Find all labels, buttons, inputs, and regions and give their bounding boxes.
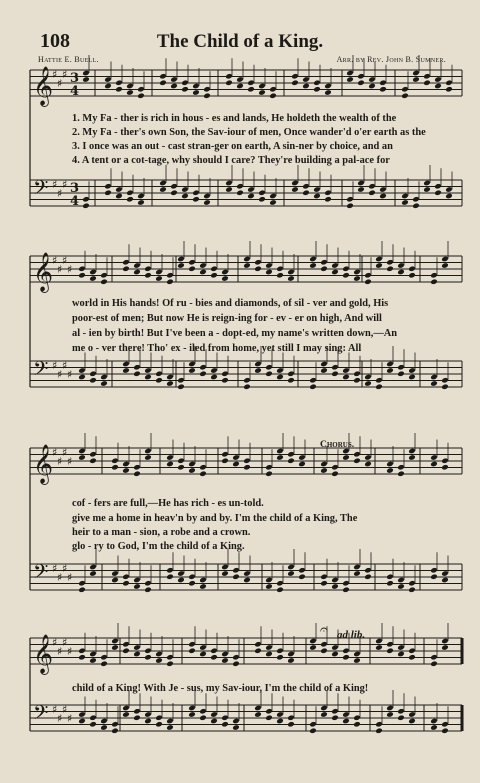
note-head: [133, 583, 141, 590]
note-head: [265, 714, 273, 721]
note-head: [412, 76, 420, 83]
note-head: [188, 711, 196, 718]
treble-clef-icon: 𝄞: [33, 66, 54, 106]
note-head: [133, 651, 141, 658]
note-head: [342, 654, 350, 661]
note-head: [89, 457, 97, 464]
note-head: [324, 89, 332, 96]
chorus-label: Chorus.: [320, 440, 355, 450]
note-head: [115, 86, 123, 93]
note-head: [287, 275, 295, 282]
sharp-icon: ♯: [67, 712, 73, 725]
note-head: [276, 374, 284, 381]
note-head: [111, 727, 119, 734]
note-head: [320, 367, 328, 374]
note-head: [309, 262, 317, 269]
lyric-line: al - ien by birth! But I've been a - dopt-ed, my name's written down,—An: [72, 328, 398, 339]
note-head: [177, 383, 185, 390]
note-head: [144, 654, 152, 661]
note-head: [408, 454, 416, 461]
note-head: [287, 721, 295, 728]
lyric-line: world in His hands! Of ru - bies and diamonds, of sil - ver and gold, His: [72, 298, 389, 309]
note-head: [430, 461, 438, 468]
note-head: [210, 374, 218, 381]
note-head: [236, 189, 244, 196]
note-head: [276, 654, 284, 661]
sharp-icon: ♯: [52, 359, 58, 372]
note-head: [291, 186, 299, 193]
hymn-author: Hattie E. Buell.: [38, 55, 99, 64]
note-head: [386, 580, 394, 587]
note-head: [82, 202, 90, 209]
note-head: [408, 718, 416, 725]
sharp-icon: ♯: [52, 254, 58, 267]
note-head: [155, 657, 163, 664]
note-head: [122, 711, 130, 718]
note-head: [331, 583, 339, 590]
note-head: [155, 721, 163, 728]
note-head: [342, 272, 350, 279]
note-head: [309, 727, 317, 734]
note-head: [247, 86, 255, 93]
note-head: [188, 467, 196, 474]
note-head: [342, 454, 350, 461]
sharp-icon: ♯: [57, 712, 63, 725]
note-head: [309, 383, 317, 390]
note-head: [188, 580, 196, 587]
note-head: [445, 193, 453, 200]
note-head: [353, 657, 361, 664]
note-head: [397, 583, 405, 590]
note-head: [276, 586, 284, 593]
note-head: [203, 92, 211, 99]
note-head: [430, 573, 438, 580]
note-head: [408, 654, 416, 661]
note-head: [111, 577, 119, 584]
note-head: [331, 470, 339, 477]
note-head: [357, 79, 365, 86]
note-head: [331, 269, 339, 276]
note-head: [276, 718, 284, 725]
note-head: [353, 570, 361, 577]
note-head: [243, 262, 251, 269]
note-head: [210, 718, 218, 725]
note-head: [379, 193, 387, 200]
note-head: [192, 196, 200, 203]
note-head: [177, 262, 185, 269]
note-head: [342, 374, 350, 381]
bass-clef-icon: 𝄢: [33, 701, 49, 729]
note-head: [133, 714, 141, 721]
sharp-icon: ♯: [57, 263, 63, 276]
lyric-line: poor-est of men; But now He is reign-ing for - ev - er on high, And will: [72, 313, 382, 324]
note-head: [441, 262, 449, 269]
note-head: [364, 573, 372, 580]
note-head: [144, 374, 152, 381]
note-head: [386, 467, 394, 474]
note-head: [78, 374, 86, 381]
lyric-line: give me a home in heav'n by and by. I'm the child of a King, The: [72, 513, 358, 524]
note-head: [302, 83, 310, 90]
note-head: [353, 377, 361, 384]
note-head: [199, 470, 207, 477]
sharp-icon: ♯: [57, 645, 63, 658]
note-head: [423, 186, 431, 193]
sharp-icon: ♯: [62, 359, 68, 372]
page-number: 108: [40, 30, 70, 52]
note-head: [265, 470, 273, 477]
treble-clef-icon: 𝄞: [33, 252, 54, 292]
note-head: [122, 467, 130, 474]
note-head: [324, 196, 332, 203]
sharp-icon: ♯: [62, 68, 68, 81]
note-head: [368, 83, 376, 90]
note-head: [166, 573, 174, 580]
note-head: [287, 377, 295, 384]
note-head: [144, 718, 152, 725]
note-head: [423, 79, 431, 86]
note-head: [89, 275, 97, 282]
note-head: [309, 644, 317, 651]
note-head: [221, 721, 229, 728]
note-head: [133, 470, 141, 477]
note-head: [122, 580, 130, 587]
note-head: [188, 367, 196, 374]
note-head: [408, 586, 416, 593]
sharp-icon: ♯: [62, 178, 68, 191]
note-head: [291, 79, 299, 86]
note-head: [430, 380, 438, 387]
note-head: [221, 377, 229, 384]
lyric-line: child of a King! With Je - sus, my Sav-iour, I'm the child of a King!: [72, 683, 369, 694]
note-head: [375, 262, 383, 269]
note-head: [199, 583, 207, 590]
note-head: [434, 83, 442, 90]
note-head: [353, 275, 361, 282]
note-head: [137, 199, 145, 206]
note-head: [386, 367, 394, 374]
note-head: [170, 189, 178, 196]
note-head: [232, 573, 240, 580]
bass-clef-icon: 𝄢: [33, 560, 49, 588]
note-head: [133, 370, 141, 377]
note-head: [298, 573, 306, 580]
note-head: [159, 186, 167, 193]
note-head: [357, 186, 365, 193]
note-head: [254, 711, 262, 718]
sharp-icon: ♯: [52, 703, 58, 716]
note-head: [144, 272, 152, 279]
note-head: [177, 464, 185, 471]
note-head: [199, 714, 207, 721]
note-head: [276, 272, 284, 279]
note-head: [320, 580, 328, 587]
note-head: [397, 470, 405, 477]
note-head: [100, 380, 108, 387]
note-head: [192, 89, 200, 96]
note-head: [346, 76, 354, 83]
fermata-icon: 𝄐: [320, 623, 328, 638]
sharp-icon: ♯: [57, 77, 63, 90]
note-head: [155, 377, 163, 384]
note-head: [126, 89, 134, 96]
note-head: [375, 727, 383, 734]
note-head: [188, 265, 196, 272]
note-head: [100, 278, 108, 285]
lyric-line: cof - fers are full,—He has rich - es un-told.: [72, 498, 264, 509]
note-head: [104, 189, 112, 196]
note-head: [254, 265, 262, 272]
note-head: [225, 186, 233, 193]
note-head: [364, 380, 372, 387]
sharp-icon: ♯: [67, 368, 73, 381]
note-head: [247, 193, 255, 200]
note-head: [441, 577, 449, 584]
note-head: [203, 199, 211, 206]
note-head: [320, 711, 328, 718]
note-head: [397, 370, 405, 377]
note-head: [342, 718, 350, 725]
note-head: [133, 269, 141, 276]
note-head: [221, 657, 229, 664]
note-head: [401, 199, 409, 206]
note-head: [104, 83, 112, 90]
note-head: [265, 269, 273, 276]
note-head: [89, 377, 97, 384]
note-head: [166, 380, 174, 387]
note-head: [89, 570, 97, 577]
note-head: [320, 265, 328, 272]
note-head: [181, 86, 189, 93]
sharp-icon: ♯: [57, 368, 63, 381]
note-head: [287, 657, 295, 664]
sharp-icon: ♯: [52, 562, 58, 575]
note-head: [412, 202, 420, 209]
treble-clef-icon: 𝄞: [33, 444, 54, 484]
time-signature-denominator: 4: [70, 84, 80, 99]
note-head: [166, 461, 174, 468]
note-head: [397, 269, 405, 276]
note-head: [78, 272, 86, 279]
note-head: [78, 454, 86, 461]
time-signature-numerator: 3: [70, 71, 80, 86]
note-head: [445, 86, 453, 93]
note-head: [353, 721, 361, 728]
note-head: [386, 647, 394, 654]
note-head: [78, 654, 86, 661]
note-head: [122, 647, 130, 654]
sharp-icon: ♯: [62, 636, 68, 649]
note-head: [210, 272, 218, 279]
note-head: [78, 586, 86, 593]
sharp-icon: ♯: [52, 178, 58, 191]
sharp-icon: ♯: [62, 703, 68, 716]
note-head: [364, 461, 372, 468]
note-head: [82, 76, 90, 83]
note-head: [397, 714, 405, 721]
note-head: [199, 651, 207, 658]
ad-lib-direction: ad lib.: [337, 629, 366, 641]
note-head: [89, 657, 97, 664]
note-head: [254, 367, 262, 374]
note-head: [225, 79, 233, 86]
hymn-arranger: Arr. by Rev. John B. Sumner.: [336, 55, 446, 64]
bass-clef-icon: 𝄢: [33, 357, 49, 385]
note-head: [379, 86, 387, 93]
sharp-icon: ♯: [67, 645, 73, 658]
note-head: [269, 92, 277, 99]
note-head: [441, 644, 449, 651]
note-head: [243, 577, 251, 584]
note-head: [100, 660, 108, 667]
sharp-icon: ♯: [52, 68, 58, 81]
note-head: [408, 374, 416, 381]
note-head: [199, 269, 207, 276]
note-head: [302, 189, 310, 196]
note-head: [111, 644, 119, 651]
note-head: [111, 464, 119, 471]
lyric-line: 4. A tent or a cot-tage, why should I care? They're building a pal-ace for: [72, 155, 390, 166]
note-head: [166, 724, 174, 731]
note-head: [430, 724, 438, 731]
note-head: [166, 278, 174, 285]
sharp-icon: ♯: [62, 254, 68, 267]
note-head: [313, 193, 321, 200]
note-head: [115, 193, 123, 200]
treble-clef-icon: 𝄞: [33, 634, 54, 674]
sharp-icon: ♯: [67, 455, 73, 468]
note-head: [430, 278, 438, 285]
hymn-title: The Child of a King.: [156, 31, 324, 52]
lyric-line: heir to a man - sion, a robe and a crown.: [72, 527, 251, 538]
sharp-icon: ♯: [57, 455, 63, 468]
sharp-icon: ♯: [62, 562, 68, 575]
note-head: [232, 461, 240, 468]
note-head: [368, 189, 376, 196]
bass-clef-icon: 𝄢: [33, 176, 49, 204]
note-head: [265, 370, 273, 377]
note-head: [199, 370, 207, 377]
note-head: [386, 265, 394, 272]
note-head: [144, 586, 152, 593]
note-head: [342, 586, 350, 593]
note-head: [188, 647, 196, 654]
note-head: [181, 193, 189, 200]
note-head: [331, 370, 339, 377]
note-head: [441, 464, 449, 471]
note-head: [269, 199, 277, 206]
note-head: [353, 457, 361, 464]
note-head: [258, 89, 266, 96]
note-head: [287, 570, 295, 577]
note-head: [236, 83, 244, 90]
note-head: [430, 660, 438, 667]
note-head: [331, 651, 339, 658]
note-head: [298, 461, 306, 468]
sharp-icon: ♯: [62, 446, 68, 459]
note-head: [144, 454, 152, 461]
note-head: [441, 727, 449, 734]
note-head: [401, 92, 409, 99]
note-head: [232, 660, 240, 667]
note-head: [126, 196, 134, 203]
note-head: [232, 724, 240, 731]
note-head: [386, 711, 394, 718]
note-head: [170, 83, 178, 90]
note-head: [441, 383, 449, 390]
note-head: [364, 278, 372, 285]
note-head: [137, 92, 145, 99]
note-head: [254, 647, 262, 654]
lyric-line: 3. I once was an out - cast stran-ger on earth, A sin-ner by choice, and an: [72, 141, 393, 152]
note-head: [346, 202, 354, 209]
note-head: [375, 644, 383, 651]
lyric-line: 1. My Fa - ther is rich in hous - es and lands, He holdeth the wealth of the: [72, 113, 397, 124]
time-signature-denominator: 4: [70, 194, 80, 209]
note-head: [265, 651, 273, 658]
sharp-icon: ♯: [67, 571, 73, 584]
note-head: [122, 265, 130, 272]
note-head: [243, 464, 251, 471]
note-head: [177, 577, 185, 584]
note-head: [100, 724, 108, 731]
lyric-line: glo - ry to God, I'm the child of a King.: [72, 541, 245, 552]
lyric-line: me o - ver there! Tho' ex - iled from home, yet still I may sing: All: [72, 343, 362, 354]
note-head: [276, 454, 284, 461]
note-head: [122, 367, 130, 374]
note-head: [375, 383, 383, 390]
note-head: [265, 583, 273, 590]
note-head: [221, 457, 229, 464]
note-head: [159, 79, 167, 86]
note-head: [434, 189, 442, 196]
lyric-line: 2. My Fa - ther's own Son, the Sav-iour of men, Once wander'd o'er earth as the: [72, 127, 426, 138]
note-head: [287, 457, 295, 464]
note-head: [258, 196, 266, 203]
sharp-icon: ♯: [67, 263, 73, 276]
note-head: [89, 721, 97, 728]
note-head: [331, 714, 339, 721]
note-head: [210, 654, 218, 661]
note-head: [78, 718, 86, 725]
note-head: [155, 275, 163, 282]
note-head: [320, 467, 328, 474]
sharp-icon: ♯: [52, 636, 58, 649]
note-head: [166, 660, 174, 667]
note-head: [313, 86, 321, 93]
sharp-icon: ♯: [52, 446, 58, 459]
note-head: [397, 651, 405, 658]
sharp-icon: ♯: [57, 187, 63, 200]
note-head: [243, 383, 251, 390]
sharp-icon: ♯: [57, 571, 63, 584]
note-head: [408, 272, 416, 279]
time-signature-numerator: 3: [70, 181, 80, 196]
note-head: [221, 570, 229, 577]
note-head: [320, 647, 328, 654]
note-head: [221, 275, 229, 282]
